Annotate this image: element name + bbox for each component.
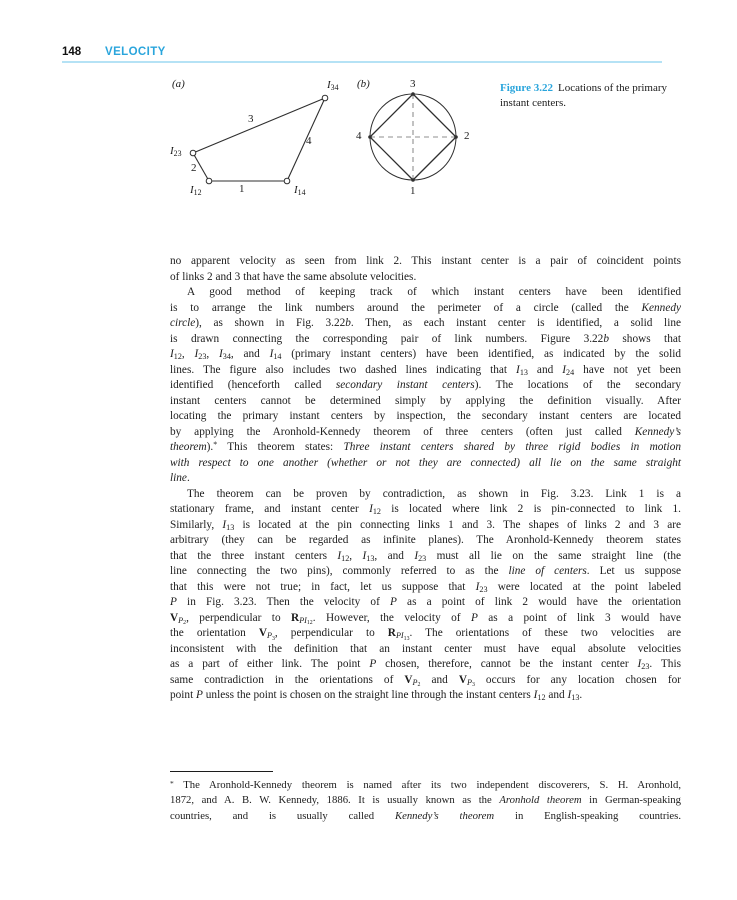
figure-caption [500,81,680,111]
text-line: A good method of keeping track of which instant centers have been identified [187,286,681,298]
text-line: point P unless the point is chosen on the straight line through the instant centers $I_{12}$ and $I_{13}$. [170,689,583,703]
text-line: that the three instant centers $I_{12}$, $I_{13}$, and $I_{23}$ must all lie on the same straight line (the [170,549,681,563]
label-link-2: 2 [191,162,197,174]
text-line: circle), as shown in Fig. 3.22b. Then, as each instant center is identified, a solid line [170,317,681,329]
pin-joint-i12 [206,178,212,184]
text-line: with respect to one another (whether or not they are connected) all lie on the same straight [170,456,681,469]
label-i23 [170,145,182,157]
figure-caption-label: Figure 3.22 [500,82,553,94]
body-text [170,254,681,704]
figure-3-22b-kennedy-circle [352,78,484,200]
figure-b-tag: (b) [357,78,370,90]
text-line: $V_{P_2}$, perpendicular to $R_{PI_{12}}$. However, the velocity of P as a point of link 3 would have [170,611,682,627]
label-i12 [190,184,202,196]
label-node-1: 1 [410,185,416,197]
text-line: theorem).* This theorem states: Three instant centers shared by three rigid bodies in motion [170,440,681,453]
i23-symbol: I [170,145,174,157]
linkage-diagram-svg [168,78,350,200]
text-line: line. [170,472,190,484]
footnote-line: 1872, and A. B. W. Kennedy, 1886. It is usually known as the Aronhold theorem in German-speaking [170,794,681,807]
i14-symbol: I [294,184,298,196]
text-line: that this were not true; in fact, let us suppose that $I_{23}$ were located at the point labeled [170,580,681,594]
i12-subscript: 12 [193,188,202,198]
footnote-line: * The Aronhold-Kennedy theorem is named after its two independent discoverers, S. H. Aronhold, [170,778,681,791]
node-1-dot [411,178,415,182]
label-i34 [327,79,339,91]
label-link-1: 1 [239,183,245,195]
text-line: identified (henceforth called secondary instant centers). The locations of the secondary [170,379,681,391]
footnote-line: countries, and is usually called Kennedy’s theorem in English-speaking countries. [170,809,681,822]
solid-line-i14 [370,137,413,180]
text-line: is drawn connecting the corresponding pair of link numbers. Figure 3.22b shows that [170,332,681,345]
page-number: 148 [62,46,82,58]
footnote [170,778,681,824]
solid-line-i23 [413,94,456,137]
label-link-4: 4 [306,135,312,147]
text-line: locating the primary instant centers by inspection, the secondary instant centers are located [170,410,681,422]
text-line: is to arrange the link numbers around the perimeter of a circle (called the Kennedy [170,301,681,314]
label-node-3: 3 [410,78,416,90]
text-line: arbitrary (they can be regarded as infinite planes). The Aronhold-Kennedy theorem states [170,534,681,546]
text-line: as a part of either link. The point P chosen, therefore, cannot be the instant center $I_{23}$. This [170,658,681,672]
running-header-title: VELOCITY [105,46,166,58]
solid-line-i12 [413,137,456,180]
text-line: Similarly, $I_{13}$ is located at the pin connecting links 1 and 3. The shapes of links 2 and 3 are [170,518,681,532]
text-line: lines. The figure also includes two dashed lines indicating that $I_{13}$ and $I_{24}$ have not yet been [170,363,682,377]
footnote-rule [170,771,273,772]
node-3-dot [411,92,415,96]
header-rule [62,61,662,63]
i23-subscript: 23 [173,149,182,159]
figure-a-tag: (a) [172,78,185,90]
i34-symbol: I [327,79,331,91]
text-line: stationary frame, and instant center $I_{12}$ is located where link 2 is pin-connected to link 1. [170,503,682,517]
node-2-dot [454,135,458,139]
figure-caption-text: Locations of the primary instant centers. [500,82,668,110]
text-line: same contradiction in the orientations of $V_{P_2}$ and $V_{P_3}$ occurs for any location chosen for [170,673,682,689]
text-line: P in Fig. 3.23. Then the velocity of P as a point of link 2 would have the orientation [170,596,681,608]
pin-joint-i23 [190,150,196,156]
text-line: no apparent velocity as seen from link 2. This instant center is a pair of coincident points [170,255,681,267]
node-4-dot [368,135,372,139]
pin-joint-i34 [322,95,328,101]
figure-3-22a-linkage-diagram [168,78,350,200]
label-i14 [294,184,306,196]
text-line: by applying the Aronhold-Kennedy theorem of three centers (often just called Kennedy’s [170,425,681,438]
i12-symbol: I [190,184,194,196]
label-link-3: 3 [248,113,254,125]
text-line: instant centers cannot be determined simply by applying the definition visually. After [170,394,681,407]
solid-line-i34 [370,94,413,137]
text-line: The theorem can be proven by contradiction, as shown in Fig. 3.23. Link 1 is a [187,487,681,500]
i14-subscript: 14 [297,188,306,198]
text-line: of links 2 and 3 that have the same absolute velocities. [170,270,417,283]
i34-subscript: 34 [330,83,339,93]
label-node-4: 4 [356,130,362,142]
text-line: the orientation $V_{P_3}$, perpendicular to $R_{PI_{13}}$. The orientations of these two velocities are [170,627,682,642]
text-line: inconsistent with the definition that an instant center must have equal absolute velocities [170,642,681,655]
text-line: line connecting the two pins), commonly referred to as the line of centers. Let us suppose [170,565,682,577]
pin-joint-i14 [284,178,290,184]
label-node-2: 2 [464,130,470,142]
text-line: $I_{12}$, $I_{23}$, $I_{34}$, and $I_{14}$ (primary instant centers) have been identified, as indicated by the solid [170,348,682,362]
